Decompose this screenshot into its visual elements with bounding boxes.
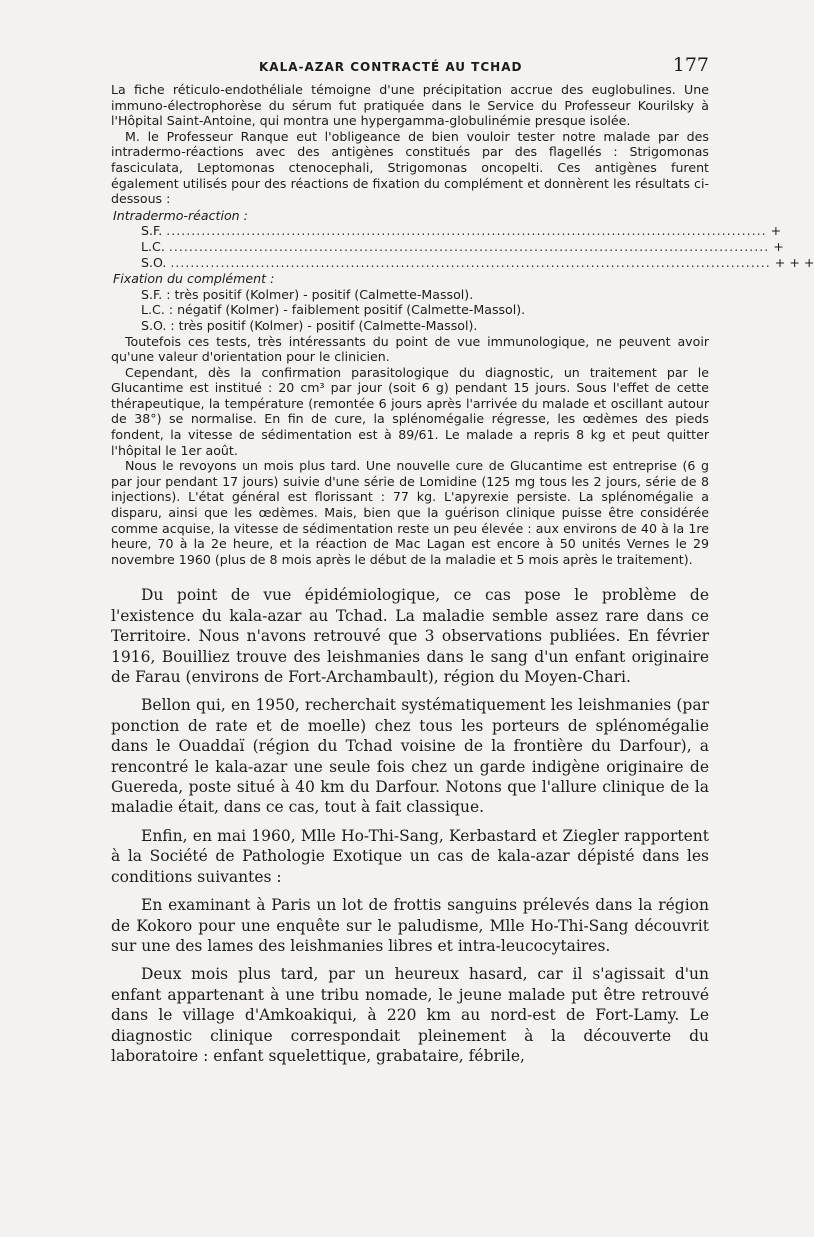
intradermo-row — [141, 223, 782, 239]
intradermo-value: + — [770, 223, 782, 239]
fixation-row: S.O. : très positif (Kolmer) - positif (Calmette-Massol). — [141, 317, 478, 333]
fixation-row: S.F. : très positif (Kolmer) - positif (Calmette-Massol). — [141, 286, 474, 302]
intradermo-row — [141, 238, 784, 255]
paragraph-revoyons: Nous le revoyons un mois plus tard. Une nouvelle cure de Glucantime est entreprise (6 g par jour pendant 17 jours) suivie d'une série de Lomidine (125 mg tous les 2 jours, série de 8 injections). L'état général est florissant : 77 kg. L'apyrexie persiste. La splénomégalie a disparu, ainsi que les œdèmes. Mais, bien que la guérison clinique puisse être considérée comme acquise, la vitesse de sédimentation reste un peu élevée : aux environs de 40 à la 1re heure, 70 à la 2e heure, et la réaction de Mac Lagan est encore à 50 unités Vernes le 29 novembre 1960 (plus de 8 mois après le début de la maladie et 5 mois après le traitement). — [111, 458, 709, 567]
fixation-row: L.C. : négatif (Kolmer) - faiblement positif (Calmette-Massol). — [141, 302, 526, 318]
intradermo-label: Intradermo-réaction : — [113, 207, 248, 223]
paragraph-enfin: Enfin, en mai 1960, Mlle Ho-Thi-Sang, Kerbastard et Ziegler rapportent à la Société de Pathologie Exotique un cas de kala-azar dépisté dans les conditions suivantes : — [111, 826, 709, 886]
leader-dots: ........................................................................................................................ — [166, 223, 767, 239]
leader-dots: ........................................................................................................................ — [170, 254, 771, 270]
page-number: 177 — [672, 54, 709, 76]
fixation-label: Fixation du complément : — [113, 271, 275, 287]
intradermo-key: S.O. — [141, 254, 167, 270]
paragraph-ranque: M. le Professeur Ranque eut l'obligeance de bien vouloir tester notre malade par des intradermo-réactions avec des antigènes constitués par des flagellés : Strigomonas fasciculata, Leptomonas ctenocephali, Strigomonas oncopelti. Ces antigènes furent également utilisés pour des réactions de fixation du complément et donnèrent les résultats ci-dessous : — [111, 128, 709, 207]
page — [111, 50, 814, 1074]
intradermo-row — [141, 254, 814, 271]
leader-dots: ........................................................................................................................ — [168, 238, 770, 254]
paragraph-bellon: Bellon qui, en 1950, recherchait systématiquement les leishmanies (par ponction de rate et de moelle) chez tous les porteurs de splénomégalie dans le Ouaddaï (région du Tchad voisine de la frontière du Darfour), a rencontré le kala-azar une seule fois chez un garde indigène originaire de Guereda, poste situé à 40 km du Darfour. Notons que l'allure clinique de la maladie était, dans ce cas, tout à fait classique. — [111, 696, 709, 817]
paragraph-toutefois: Toutefois ces tests, très intéressants du point de vue immunologique, ne peuvent avoir qu'une valeur d'orientation pour le clinicien. — [111, 333, 709, 365]
intradermo-value: + — [773, 238, 784, 254]
intradermo-key: L.C. — [141, 238, 165, 254]
paragraph-reticulo: La fiche réticulo-endothéliale témoigne d'une précipitation accrue des euglobulines. Une immuno-électrophorèse du sérum fut pratiquée dans le Service du Professeur Kourilsky à l'Hôpital Saint-Antoine, qui montra une hypergamma-globulinémie presque isolée. — [111, 82, 709, 129]
main-text-section — [111, 585, 709, 1066]
intradermo-key: S.F. — [141, 223, 163, 239]
small-print-section — [111, 82, 814, 567]
paragraph-cependant: Cependant, dès la confirmation parasitologique du diagnostic, un traitement par le Glucantime est institué : 20 cm³ par jour (soit 6 g) pendant 15 jours. Sous l'effet de cette thérapeutique, la température (remontée 6 jours après l'arrivée du malade et oscillant autour de 38°) se normalise. En fin de cure, la splénomégalie régresse, les œdèmes des pieds fondent, la vitesse de sédimentation est à 89/61. Le malade a repris 8 kg et peut quitter l'hôpital le 1er août. — [111, 364, 709, 458]
paragraph-epidemiologique: Du point de vue épidémiologique, ce cas pose le problème de l'existence du kala-azar au Tchad. La maladie semble assez rare dans ce Territoire. Nous n'avons retrouvé que 3 observations publiées. En février 1916, Bouilliez trouve des leishmanies dans le sang d'un enfant originaire de Farau (environs de Fort-Archambault), région du Moyen-Chari. — [111, 586, 709, 687]
intradermo-value: + + + — [774, 254, 814, 270]
paragraph-deux-mois: Deux mois plus tard, par un heureux hasard, car il s'agissait d'un enfant appartenant à une tribu nomade, le jeune malade put être retrouvé dans le village d'Amkoakiqui, à 220 km au nord-est de Fort-Lamy. Le diagnostic clinique correspondait pleinement à la découverte du laboratoire : enfant squelettique, grabataire, fébrile, — [111, 965, 709, 1065]
paragraph-examinant: En examinant à Paris un lot de frottis sanguins prélevés dans la région de Kokoro pour une enquête sur le paludisme, Mlle Ho-Thi-Sang découvrit sur une des lames des leishmanies libres et intra-leucocytaires. — [111, 896, 709, 955]
running-title: KALA-AZAR CONTRACTÉ AU TCHAD — [259, 60, 523, 74]
running-header — [111, 50, 709, 82]
